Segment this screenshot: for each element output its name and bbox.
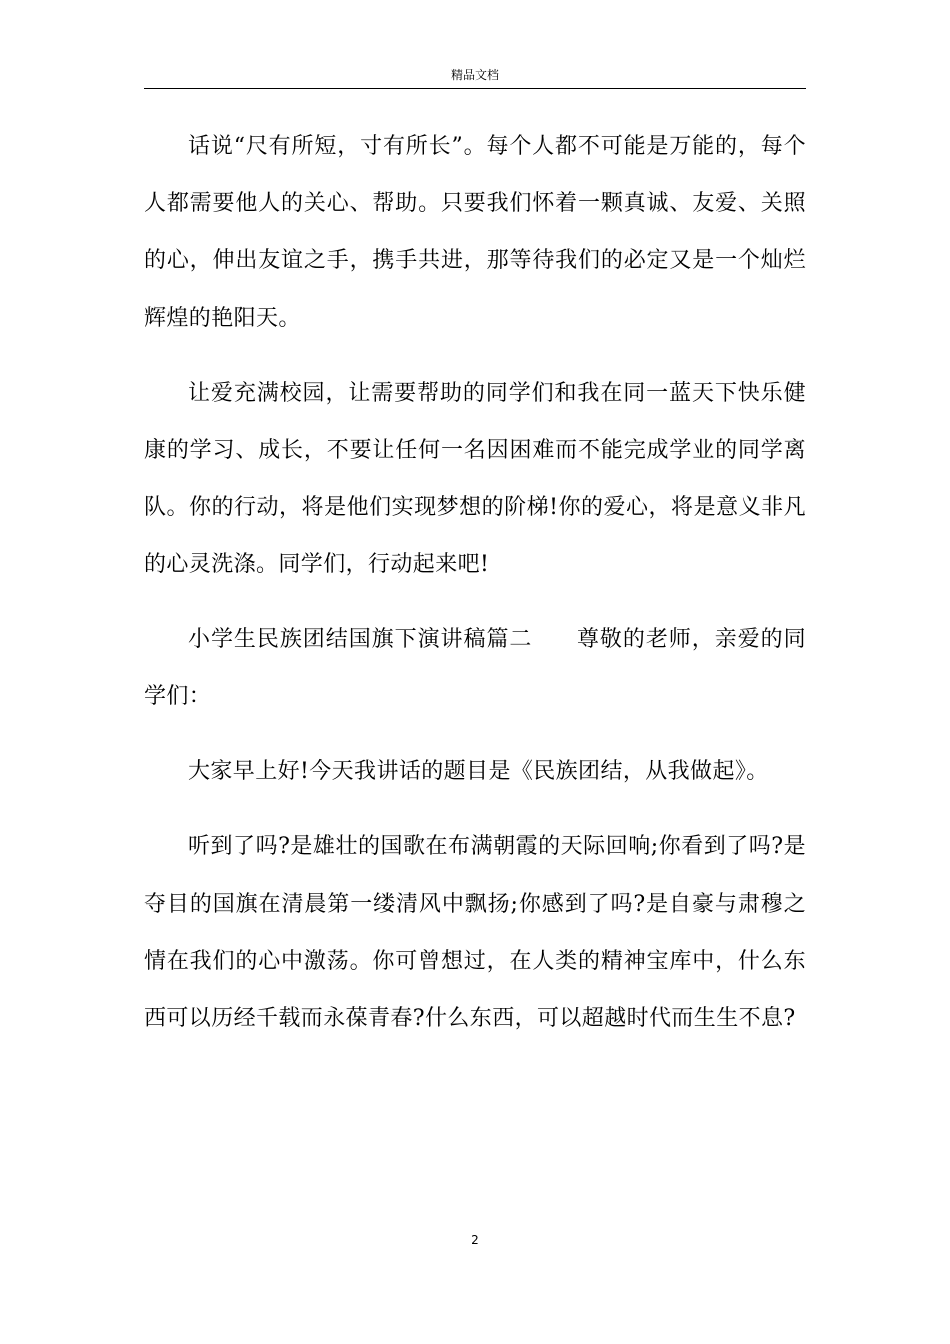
paragraph: 话说“尺有所短，寸有所长”。每个人都不可能是万能的，每个人都需要他人的关心、帮助。只要我们怀着一颗真诚、友爱、关照的心，伸出友谊之手，携手共进，那等待我们的必定又是一个灿烂辉煌的艳阳天。	[144, 134, 806, 331]
header-title: 精品文档	[450, 68, 499, 82]
paragraph: 大家早上好!今天我讲话的题目是《民族团结，从我做起》。	[188, 759, 769, 785]
document-body	[144, 118, 806, 1065]
paragraph: 听到了吗?是雄壮的国歌在布满朝霞的天际回响;你看到了吗?是夺目的国旗在清晨第一缕清风中飘扬;你感到了吗?是自豪与肃穆之情在我们的心中激荡。你可曾想过，在人类的精神宝库中，什么东西可以历经千载而永葆青春?什么东西，可以超越时代而生生不息?	[144, 834, 806, 1032]
section-greeting: 尊敬的老师，亲爱的同学们：	[144, 627, 806, 710]
page-number: 2	[471, 1233, 479, 1247]
paragraph: 让爱充满校园，让需要帮助的同学们和我在同一蓝天下快乐健康的学习、成长，不要让任何一名因困难而不能完成学业的同学离队。你的行动，将是他们实现梦想的阶梯!你的爱心，将是意义非凡的心灵洗涤。同学们，行动起来吧!	[144, 380, 806, 578]
section-title: 小学生民族团结国旗下演讲稿篇二	[188, 627, 533, 653]
page-header	[144, 66, 806, 89]
section-heading-paragraph	[144, 611, 806, 725]
